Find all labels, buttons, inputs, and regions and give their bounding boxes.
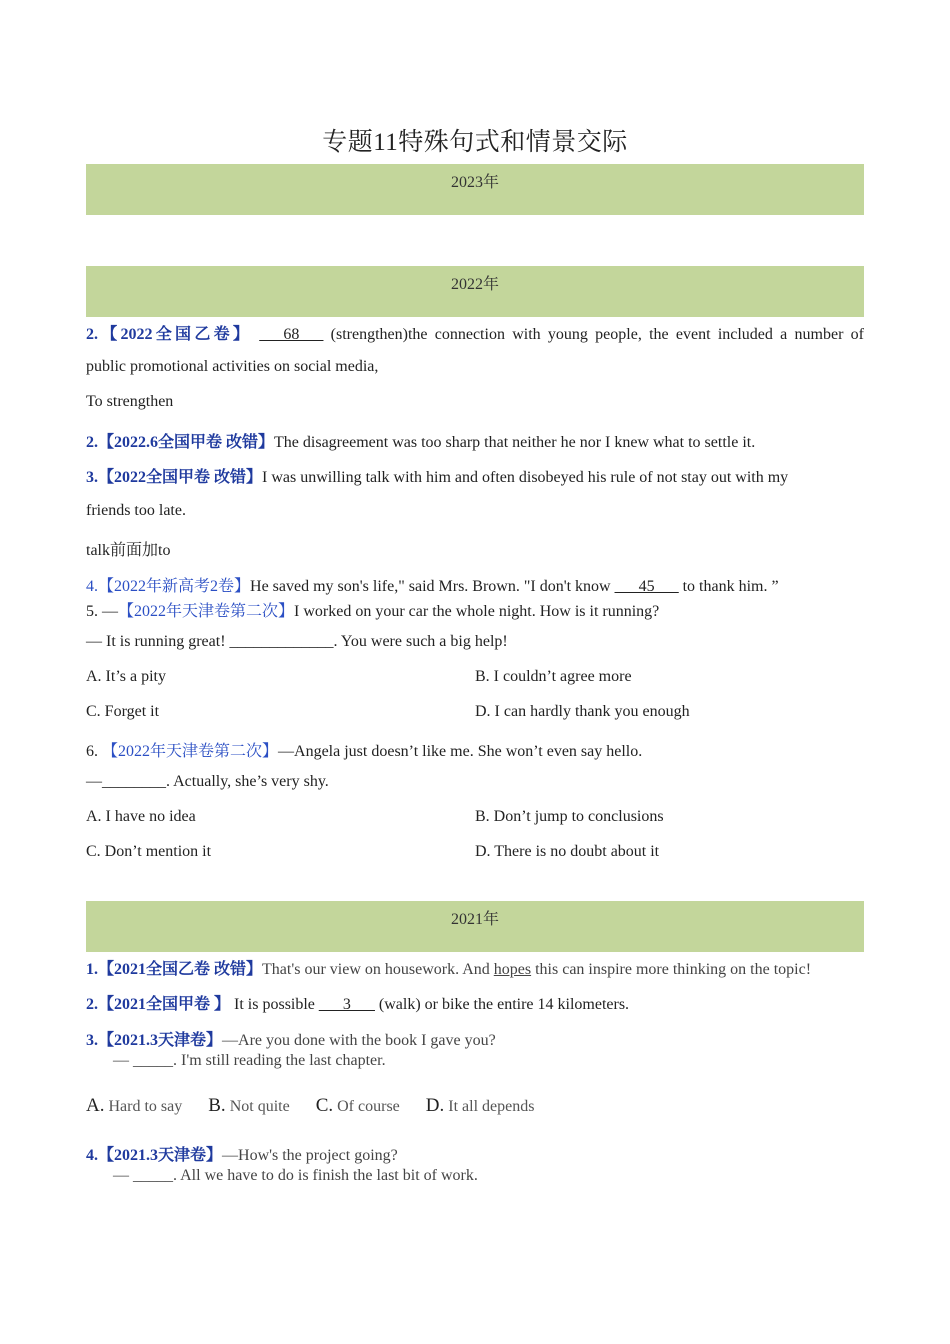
option-a: A. I have no idea xyxy=(86,808,196,825)
question-text: (strengthen)the connection with young people, the event included a number of xyxy=(330,326,864,343)
question-2022-3 xyxy=(86,464,788,487)
question-text: He saved my son's life," said Mrs. Brown. "I don't know xyxy=(250,578,611,595)
option-b: B. I couldn’t agree more xyxy=(475,668,632,685)
question-number: 5. — xyxy=(86,603,118,620)
option-a: A. It’s a pity xyxy=(86,668,166,685)
question-text: this can inspire more thinking on the topic! xyxy=(535,961,812,978)
answer-blank: ___45___ xyxy=(614,578,679,595)
question-2022-6 xyxy=(86,738,642,761)
options-row xyxy=(86,1095,534,1117)
question-reply: — _____. I'm still reading the last chapter. xyxy=(113,1052,386,1069)
question-source-tag: 【2022年新高考2卷】 xyxy=(98,578,251,595)
option-a-text: Hard to say xyxy=(108,1098,183,1115)
question-2022-1 xyxy=(86,321,864,344)
question-text: —How's the project going? xyxy=(222,1147,398,1164)
question-source-tag: 【2021全国乙卷 改错】 xyxy=(98,961,263,978)
option-c: C. Forget it xyxy=(86,703,160,720)
question-source-tag: 【2022全国甲卷 改错】 xyxy=(98,469,263,486)
question-source-tag: 【2021.3天津卷】 xyxy=(98,1032,223,1049)
question-number: 2. xyxy=(86,326,98,343)
question-2022-2 xyxy=(86,429,755,452)
option-b-text: Not quite xyxy=(229,1098,290,1115)
question-2021-3 xyxy=(86,1027,496,1050)
question-number: 3. xyxy=(86,469,98,486)
option-d-text: It all depends xyxy=(448,1098,535,1115)
answer-text: talk前面加to xyxy=(86,542,171,559)
question-text: It is possible xyxy=(234,996,315,1013)
question-text: —Angela just doesn’t like me. She won’t even say hello. xyxy=(278,743,643,760)
option-d: D. I can hardly thank you enough xyxy=(475,703,690,720)
option-b-letter: B. xyxy=(208,1095,226,1116)
question-reply: — It is running great! _____________. You were such a big help! xyxy=(86,633,508,650)
question-source-tag: 【2022年天津卷第二次】 xyxy=(118,603,295,620)
section-header-2021 xyxy=(86,901,864,952)
question-number: 2. xyxy=(86,996,98,1013)
question-text: That's our view on housework. And xyxy=(262,961,490,978)
question-text: (walk) or bike the entire 14 kilometers. xyxy=(378,996,630,1013)
question-number: 3. xyxy=(86,1032,98,1049)
question-source-tag: 【2022全国乙卷】 xyxy=(98,326,253,343)
question-2021-4 xyxy=(86,1142,398,1165)
question-number: 1. xyxy=(86,961,98,978)
answer-blank: ___3___ xyxy=(318,996,375,1013)
question-number: 6. xyxy=(86,743,98,760)
question-text: I worked on your car the whole night. How is it running? xyxy=(294,603,660,620)
question-number: 2. xyxy=(86,434,98,451)
option-c-text: Of course xyxy=(337,1098,400,1115)
answer-text: To strengthen xyxy=(86,393,174,410)
question-2022-5 xyxy=(86,598,659,621)
question-text: I was unwilling talk with him and often disobeyed his rule of not stay out with my xyxy=(262,469,789,486)
question-number: 4. xyxy=(86,578,98,595)
section-year-label: 2022年 xyxy=(450,276,499,293)
question-2021-2 xyxy=(86,991,629,1014)
question-2022-3-cont: friends too late. xyxy=(86,502,186,519)
question-2022-4 xyxy=(86,573,779,596)
question-source-tag: 【2021.3天津卷】 xyxy=(98,1147,223,1164)
question-source-tag: 【2022.6全国甲卷 改错】 xyxy=(98,434,275,451)
question-2022-1-cont: public promotional activities on social media, xyxy=(86,358,379,375)
option-c: C. Don’t mention it xyxy=(86,843,212,860)
question-text: The disagreement was too sharp that neither he nor I knew what to settle it. xyxy=(274,434,756,451)
section-header-2022 xyxy=(86,266,864,317)
section-header-2023 xyxy=(86,164,864,215)
question-source-tag: 【2022年天津卷第二次】 xyxy=(102,743,279,760)
question-reply: —________. Actually, she’s very shy. xyxy=(86,773,329,790)
error-word: hopes xyxy=(493,961,532,978)
option-c-letter: C. xyxy=(315,1095,334,1116)
question-2021-1 xyxy=(86,956,811,979)
section-year-label: 2021年 xyxy=(450,911,499,928)
question-text: —Are you done with the book I gave you? xyxy=(222,1032,496,1049)
option-b: B. Don’t jump to conclusions xyxy=(475,808,664,825)
option-d-letter: D. xyxy=(425,1095,445,1116)
question-reply: — _____. All we have to do is finish the last bit of work. xyxy=(113,1167,478,1184)
option-a-letter: A. xyxy=(86,1095,105,1116)
question-source-tag: 【2021全国甲卷 】 xyxy=(98,996,231,1013)
question-text: to thank him. ” xyxy=(682,578,779,595)
page-title: 专题11特殊句式和情景交际 xyxy=(322,129,628,156)
option-d: D. There is no doubt about it xyxy=(475,843,660,860)
question-number: 4. xyxy=(86,1147,98,1164)
section-year-label: 2023年 xyxy=(450,174,499,191)
answer-blank: ___68___ xyxy=(259,326,324,343)
